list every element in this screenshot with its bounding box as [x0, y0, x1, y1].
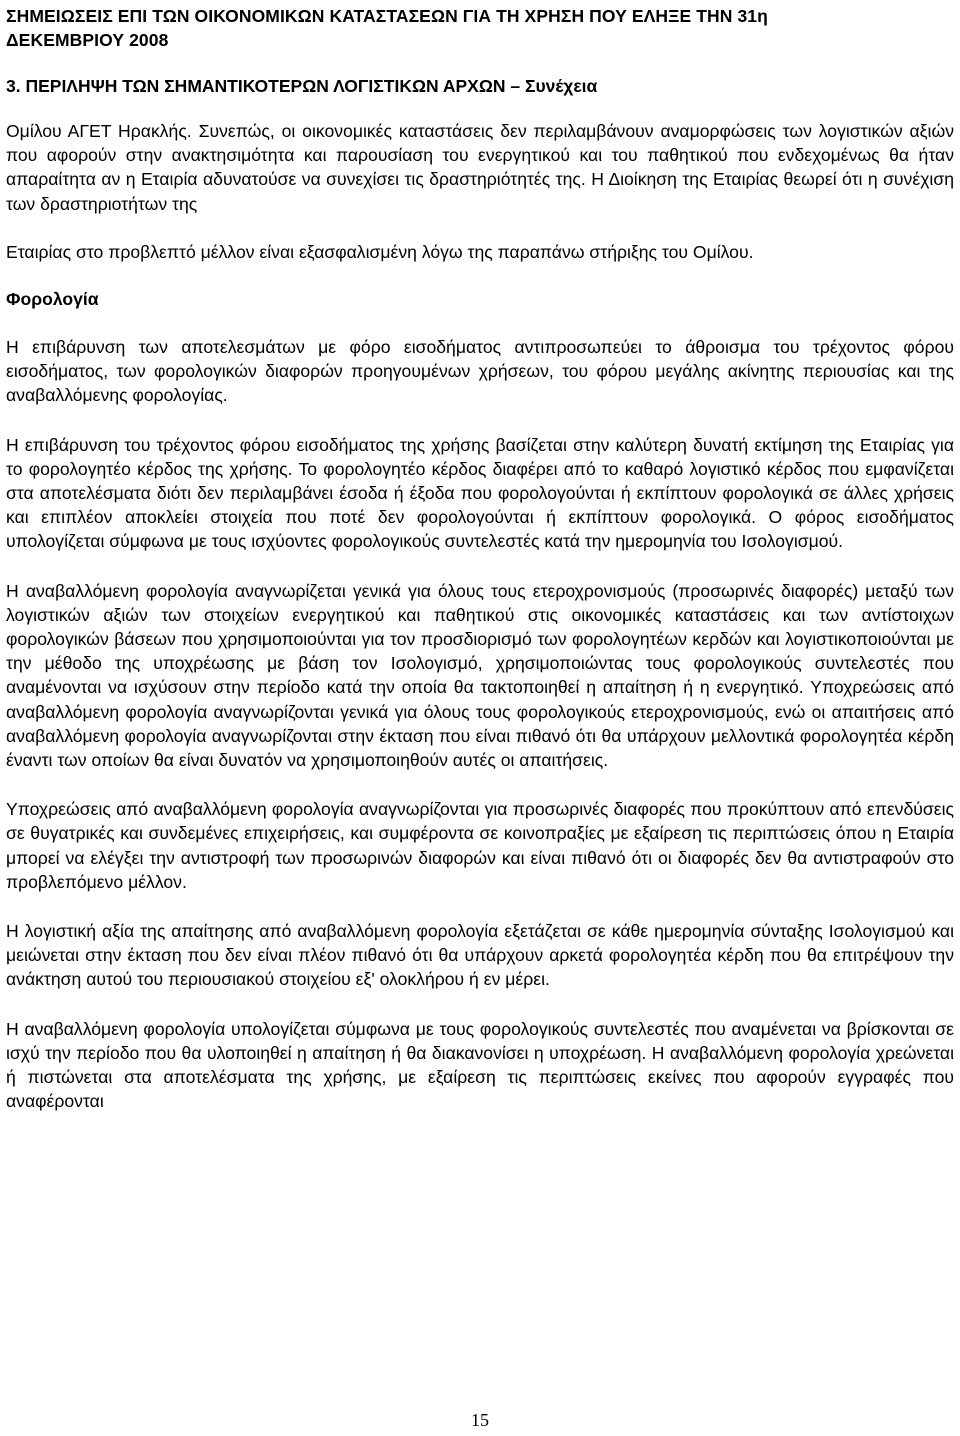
page-number: 15 [471, 1410, 489, 1430]
tax-subheading: Φορολογία [6, 289, 99, 310]
paragraph-going-concern-continued: Εταιρίας στο προβλεπτό μέλλον είναι εξασφαλισμένη λόγω της παραπάνω στήριξης του Ομίλου. [6, 241, 754, 262]
paragraph-deferred-tax-recognition: Η αναβαλλόμενη φορολογία αναγνωρίζεται γενικά για όλους τους ετεροχρονισμούς (προσωρινές διαφορές) μεταξύ των λογιστικών αξιών των στοιχείων ενεργητικού και παθητικού στις οικονομικές καταστάσεις και των αντίστοιχων φορολογικών βάσεων που χρησιμοποιούνται για τον προσδιορισμό των φορολογητέων κερδών και λογιστικοποιούνται με την μέθοδο της υποχρέωσης με βάση τον Ισολογισμό, χρησιμοποιώντας τους φορολογικούς συντελεστές που αναμένονται να ισχύσουν στην περίοδο κατά την οποία θα τακτοποιηθεί η απαίτηση ή η ενεργητικό. Υποχρεώσεις από αναβαλλόμενη φορολογία αναγνωρίζονται γενικά για όλους τους φορολογικούς ετεροχρονισμούς, ενώ οι απαιτήσεις από αναβαλλόμενη φορολογία αναγνωρίζονται στην έκταση που είναι πιθανό ότι θα υπάρχουν μελλοντικά φορολογητέα κέρδη έναντι των οποίων θα είναι δυνατόν να χρησιμοποιηθούν αυτές οι απαιτήσεις. [6, 580, 954, 771]
paragraph-current-tax: Η επιβάρυνση του τρέχοντος φόρου εισοδήματος της χρήσης βασίζεται στην καλύτερη δυνατή εκτίμηση της Εταιρίας για το φορολογητέο κέρδος της χρήσης. Το φορολογητέο κέρδος διαφέρει από το καθαρό λογιστικό κέρδος που εμφανίζεται στα αποτελέσματα διότι δεν περιλαμβάνει έσοδα ή έξοδα που φορολογούνται ή εκπίπτουν φορολογικά σε άλλες χρήσεις και επιπλέον αποκλείει στοιχεία που ποτέ δεν φορολογούνται ή εκπίπτουν φορολογικά. Ο φόρος εισοδήματος υπολογίζεται σύμφωνα με τους ισχύοντες φορολογικούς συντελεστές κατά την ημερομηνία του Ισολογισμού. [6, 434, 954, 552]
document-title-line-1: ΣΗΜΕΙΩΣΕΙΣ ΕΠΙ ΤΩΝ ΟΙΚΟΝΟΜΙΚΩΝ ΚΑΤΑΣΤΑΣΕΩΝ ΓΙΑ ΤΗ ΧΡΗΣΗ ΠΟΥ ΕΛΗΞΕ ΤΗΝ 31η [6, 6, 768, 26]
paragraph-income-tax-charge: Η επιβάρυνση των αποτελεσμάτων με φόρο εισοδήματος αντιπροσωπεύει το άθροισμα του τρέχοντος φόρου εισοδήματος, των φορολογικών διαφορών προηγουμένων χρήσεων, του φόρου μεγάλης ακίνητης περιουσίας και της αναβαλλόμενης φορολογίας. [6, 337, 954, 406]
paragraph-deferred-tax-investments: Υποχρεώσεις από αναβαλλόμενη φορολογία αναγνωρίζονται για προσωρινές διαφορές που προκύπτουν από επενδύσεις σε θυγατρικές και συνδεμένες επιχειρήσεις, και συμφέροντα σε κοινοπραξίες με εξαίρεση τις περιπτώσεις όπου η Εταιρία μπορεί να ελέγξει την αντιστροφή των προσωρινών διαφορών και είναι πιθανό ότι οι διαφορές δεν θα αντιστραφούν στο προβλεπόμενο μέλλον. [6, 799, 954, 892]
document-title [6, 0, 954, 52]
document-page [6, 0, 954, 1436]
document-title-line-2: ΔΕΚΕΜΒΡΙΟΥ 2008 [6, 30, 169, 50]
paragraph-deferred-tax-rates: Η αναβαλλόμενη φορολογία υπολογίζεται σύμφωνα με τους φορολογικούς συντελεστές που αναμένεται να βρίσκονται σε ισχύ την περίοδο που θα υλοποιηθεί η απαίτηση ή θα διακανονίσει η υποχρέωση. Η αναβαλλόμενη φορολογία χρεώνεται ή πιστώνεται στα αποτελέσματα της χρήσης, με εξαίρεση τις περιπτώσεις εκείνες που αφορούν εγγραφές που αναφέρονται [6, 1018, 954, 1112]
section-heading: 3. ΠΕΡΙΛΗΨΗ ΤΩΝ ΣΗΜΑΝΤΙΚΟΤΕΡΩΝ ΛΟΓΙΣΤΙΚΩΝ ΑΡΧΩΝ – Συνέχεια [6, 76, 598, 96]
paragraph-going-concern: Ομίλου ΑΓΕΤ Ηρακλής. Συνεπώς, οι οικονομικές καταστάσεις δεν περιλαμβάνουν αναμορφώσεις των λογιστικών αξιών που αφορούν στην ανακτησιμότητα και παρουσίαση του ενεργητικού και του παθητικού που ενδεχομένως θα ήταν απαραίτητα αν η Εταιρία αδυνατούσε να συνεχίσει τις δραστηριότητές της. Η Διοίκηση της Εταιρίας θεωρεί ότι η συνέχιση των δραστηριοτήτων της [6, 121, 954, 214]
paragraph-deferred-tax-asset-review: Η λογιστική αξία της απαίτησης από αναβαλλόμενη φορολογία εξετάζεται σε κάθε ημερομηνία σύνταξης Ισολογισμού και μειώνεται στην έκταση που δεν είναι πλέον πιθανό ότι θα υπάρχουν αρκετά φορολογητέα κέρδη που θα επιτρέψουν την ανάκτηση αυτού του περιουσιακού στοιχείου εξ' ολοκλήρου ή εν μέρει. [6, 921, 954, 990]
